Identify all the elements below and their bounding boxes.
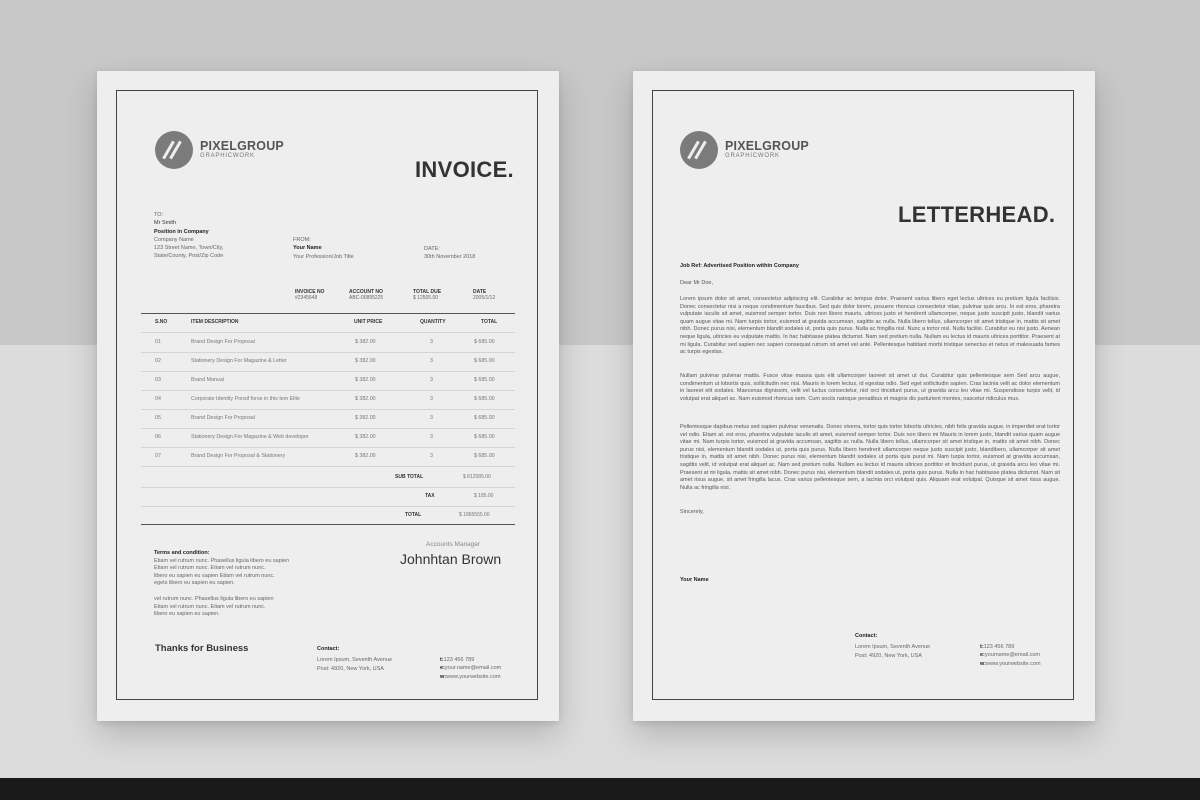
meta-invoice-no: INVOICE NO #2345648	[295, 289, 325, 301]
letter-paragraph-3: Pellentesque dapibus metus sed sapien pulvinar venenatis. Donec viverra, tortor quis tortor lobortis ultricies, nibh felis gravida augue, in imperdiet erat tortor vel odio. Etiam at. est eros, pharetra vulputate iaculis sit amet, euismod semper tortor. Duis non libero mi Mauris in lorem justo, blandit varius quam augue vitae mi. Nam turpis tortor, euismod at gravida accumsan, sagittis ac nulla. Nulla libero tellus, ullamcorper sit amet tristique in, mattis sit amet nibh. Donec purus nisi, elementum blandit sodales ut, porta quis purus. Nulla libero hendrerit ullamcorper neque justo suscipit justo, blandibero, ullamcorper sit amet tristique in, mattis sit amet nibh. Donec purus nisi, elementum blandit sodales ut porta quis purut mi. Nam turpis tortor, euismod at gravida accumsan, sagittis velit, id volutpat erat aliquet ac. Nam sed pretium nulla. Nullam eu lectus id mauris ultrices porttitor et tincidunt purus, ut gravida arcu leo vitae mi. Praesent at mi ligula. mattis sit amet nibh. Donec purus nisi, elementum blandit sodales ut, porta quis purus. Nulla in hac habitasse platea dictumst. Nam sit amet risus augue, sit amet fringilla lacus. Cras varius pellentesque sem, a lacinia orci volutpat quis. Aliquam erat volutpat. Quisque sit amet risus augue. Nulla ac fringilla nisl.	[680, 424, 1060, 491]
manager-role: Accounts Manager	[426, 541, 481, 548]
letter-contact: Contact: Lorem Ipsum, Seventh Avenue Post: 4920, New York, USA	[855, 633, 931, 659]
letterhead-title: LETTERHEAD.	[898, 202, 1056, 227]
from-role: Your Profession/Job Title	[293, 253, 354, 260]
subtotal-row: SUB TOTAL $ 812585.00	[141, 468, 515, 488]
letter-contact-details: t:123 456 789 e:yourname@email.com w:www.yourwebsite.com	[980, 644, 1041, 667]
pixelgroup-logo-icon	[155, 131, 193, 169]
from-block	[293, 236, 354, 261]
table-bottom-rule	[141, 524, 515, 525]
company-tagline: GRAPHICWORK	[200, 153, 255, 159]
invoice-title: INVOICE.	[415, 157, 514, 182]
meta-account-no: ACCOUNT NO ABC-00895225	[349, 289, 384, 301]
date-label: DATE:	[424, 246, 440, 252]
tax-row: TAX $ 185.00	[141, 487, 515, 507]
job-ref: Job Ref: Advertised Position within Company	[680, 263, 799, 269]
letter-paragraph-2: Nullam pulvinar pulvinar mattis. Fusce vitae massa quis elit ullamcorper laoreet sit amet ut dui. Curabitur quis pellentesque sem Sed arcu augue, condimentum ut lobortis quis, sollicitudin nec nisi. Mauris in lorem lectus, id egestas odio. Sed eget sollicitudin sapien. Cras lacinia velit ac dolor elementum in laoreet elit sodales. Maecenas dignissim, velit vel luctus consectetur, nisl orci tincidunt purus, ut gravida arcu leo vitae mi. Suspendisse turpis velit, id volutpat erat aliquet ac. Nam euismod rhoncus sem. Cum sociis natoque penatibus et magnis dis parturient montes, nascetur ridiculus mus.	[680, 373, 1060, 402]
to-company: Company Name	[154, 236, 194, 243]
company-name: PIXELGROUP	[200, 139, 284, 153]
thanks-text: Thanks for Business	[155, 643, 249, 654]
letterhead-sheet	[633, 71, 1095, 721]
total-row: TOTAL $ 1865555.00	[405, 512, 490, 518]
meta-total-due: TOTAL DUE $ 12505.00	[413, 289, 442, 301]
meta-date: DATE 2005/1/12	[473, 289, 496, 301]
table-row: 03 Brand Manual $ 382.00 3 $ 685.00	[141, 371, 515, 391]
to-label: TO:	[154, 212, 164, 218]
invoice-sheet	[97, 71, 559, 721]
company-name: PIXELGROUP	[725, 139, 809, 153]
table-row: 01 Brand Design For Proposal $ 382.00 3 $ 685.00	[141, 333, 515, 353]
from-label: FROM:	[293, 237, 311, 243]
to-position: Position in Company	[154, 228, 209, 235]
to-block	[154, 211, 224, 261]
terms-block: Terms and condition: Etiam vel rutrum nunc. Phasellus ligula libero eu sapien Etiam vel rutrum nunc. Etiam vel rutrum nunc. libero eu sapien eu sapien Etiam vel rutrum nunc. egets libero eu sapien eu sapien. vel rutrum nunc. Phasellus ligula libero eu sapien Etiam vel rutrum nunc. Etiam vel rutrum nunc. libero eu sapien eu sapien.	[154, 550, 324, 619]
invoice-logo	[155, 131, 315, 171]
letter-paragraph-1: Lorem ipsum dolor sit amet, consectetur adipiscing elit. Curabitur ac tempus dolor. Praesent varius libero eget lectus ultrices eu pretium ligula facilisis. Donec consectetur nisi a neque condimentum faucibus. Sed quis dolor lorem, posuere rhoncus consectetur vitae, pulvinar quis arcu. In est eros, pharetra vulputate iaculis sit amet, euismod semper tortor. Duis non libero mauris, ultrices justo et hendrerit ullamcorper, neque justo suscipit justo, blandit varius quam augue vitae mi. Nam turpis tortor, euismod at gravida accumsan, sagittis ac nulla. Nulla libero tellus, ullamcorper sit amet tristique in, mattis sit amet nibh. Donec purus nisi, elementum blandit sodales ut, porta quis purus. Nulla ac fringilla nisl. Nunc a tortor nisl. Nulla facilisi. Curabitur eu nisi justo. Aenean neque ligula, ultricies eu vulputate mattis. In hac habitasse platea dictumst. Nam sed pretium nulla. Nullam eu lectus id mauris ultrices porttitor. Praesent at mi ligula. Curabitur sed sapien nec sapien consequat rutrum sit amet vel ante. Pellentesque habitant morbi tristique senectus et netus et malesuada fames ac turpis egestas.	[680, 296, 1060, 356]
date-block	[424, 245, 475, 262]
table-row: 06 Stationery Design For Magazine & Web developer $ 382.00 3 $ 685.00	[141, 428, 515, 448]
letterhead-logo	[680, 131, 840, 171]
manager-name: Johnhtan Brown	[400, 551, 502, 567]
salutation: Dear Mr Doe,	[680, 280, 714, 286]
date-value: 30th November 2018	[424, 254, 476, 261]
terms-title: Terms and condition:	[154, 550, 210, 556]
table-row: 07 Brand Design For Proposal & Stationery $ 382.00 3 $ 685.00	[141, 447, 515, 467]
table-row: 04 Corporate Identity Ponsif forse in this tem Elite $ 382.00 3 $ 685.00	[141, 390, 515, 410]
pixelgroup-logo-icon	[680, 131, 718, 169]
to-state: State/County, Post/Zip Code	[154, 253, 224, 260]
invoice-contact-details: t:123 456 789 e:your.name@email.com w:www.yourwebsite.com	[440, 657, 502, 680]
signature-name: Your Name	[680, 577, 709, 583]
closing: Sincerely,	[680, 509, 704, 515]
to-street: 123 Street Name, Town/City,	[154, 245, 224, 252]
table-row: 02 Stationery Design For Magazine & Letter $ 382.00 3 $ 685.00	[141, 352, 515, 372]
invoice-contact: Contact: Lorem Ipsum, Seventh Avenue Post: 4920, New York, USA	[317, 646, 393, 672]
table-header: S.NO ITEM DESCRIPTION UNIT PRICE QUANTITY TOTAL	[141, 314, 515, 333]
table-row: 05 Brand Design For Proposal $ 382.00 3 $ 685.00	[141, 409, 515, 429]
to-name: Mr Smith	[154, 220, 176, 227]
from-name: Your Name	[293, 245, 322, 252]
company-tagline: GRAPHICWORK	[725, 153, 780, 159]
